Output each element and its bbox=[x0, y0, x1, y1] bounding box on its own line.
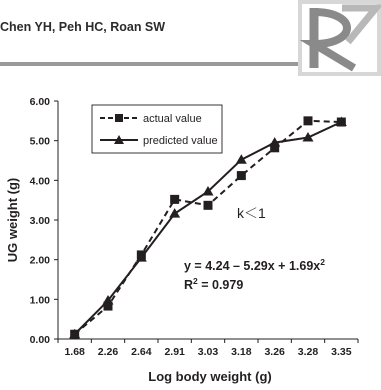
r-squared-exponent: 2 bbox=[193, 276, 198, 286]
y-tick-label: 6.00 bbox=[29, 96, 50, 108]
x-tick-label: 3.35 bbox=[331, 346, 352, 358]
data-point-predicted bbox=[169, 208, 180, 218]
legend-label-actual: actual value bbox=[143, 113, 202, 125]
x-tick-label: 3.03 bbox=[197, 346, 219, 358]
x-tick-label: 2.91 bbox=[164, 346, 185, 358]
equation-exponent: 2 bbox=[320, 257, 325, 267]
x-tick-label: 2.64 bbox=[131, 346, 152, 358]
r-squared-value: = 0.979 bbox=[197, 278, 244, 292]
equation-main: y = 4.24 – 5.29x + 1.69x bbox=[184, 259, 321, 273]
y-axis-title: UG weight (g) bbox=[5, 177, 20, 263]
author-line: Chen YH, Peh HC, Roan SW bbox=[0, 20, 166, 34]
y-tick-label: 1.00 bbox=[29, 294, 50, 307]
y-tick-label: 5.00 bbox=[29, 135, 50, 148]
r-squared-annotation bbox=[184, 276, 243, 292]
data-point-actual bbox=[237, 171, 246, 180]
legend-marker-actual bbox=[115, 114, 123, 122]
x-tick-label: 3.26 bbox=[264, 346, 285, 358]
x-axis-title: Log body weight (g) bbox=[148, 369, 272, 384]
legend-label-predicted: predicted value bbox=[143, 135, 218, 147]
x-tick-label: 2.26 bbox=[97, 346, 119, 358]
x-tick-label: 3.28 bbox=[297, 346, 319, 358]
y-tick-label: 2.00 bbox=[29, 254, 50, 267]
x-tick-label: 1.68 bbox=[64, 346, 85, 358]
k-annotation: k＜1 bbox=[237, 205, 266, 221]
y-tick-label: 4.00 bbox=[29, 175, 50, 188]
r-squared-letter: R bbox=[184, 278, 194, 292]
data-point-predicted bbox=[236, 154, 247, 164]
x-tick-label: 3.18 bbox=[231, 346, 252, 358]
data-point-actual bbox=[304, 116, 313, 125]
series-line-predicted bbox=[75, 122, 342, 334]
y-tick-label: 3.00 bbox=[29, 215, 50, 227]
data-point-actual bbox=[170, 195, 179, 204]
data-point-actual bbox=[204, 201, 213, 210]
y-tick-label: 0.00 bbox=[29, 334, 50, 346]
equation-annotation bbox=[184, 257, 325, 273]
